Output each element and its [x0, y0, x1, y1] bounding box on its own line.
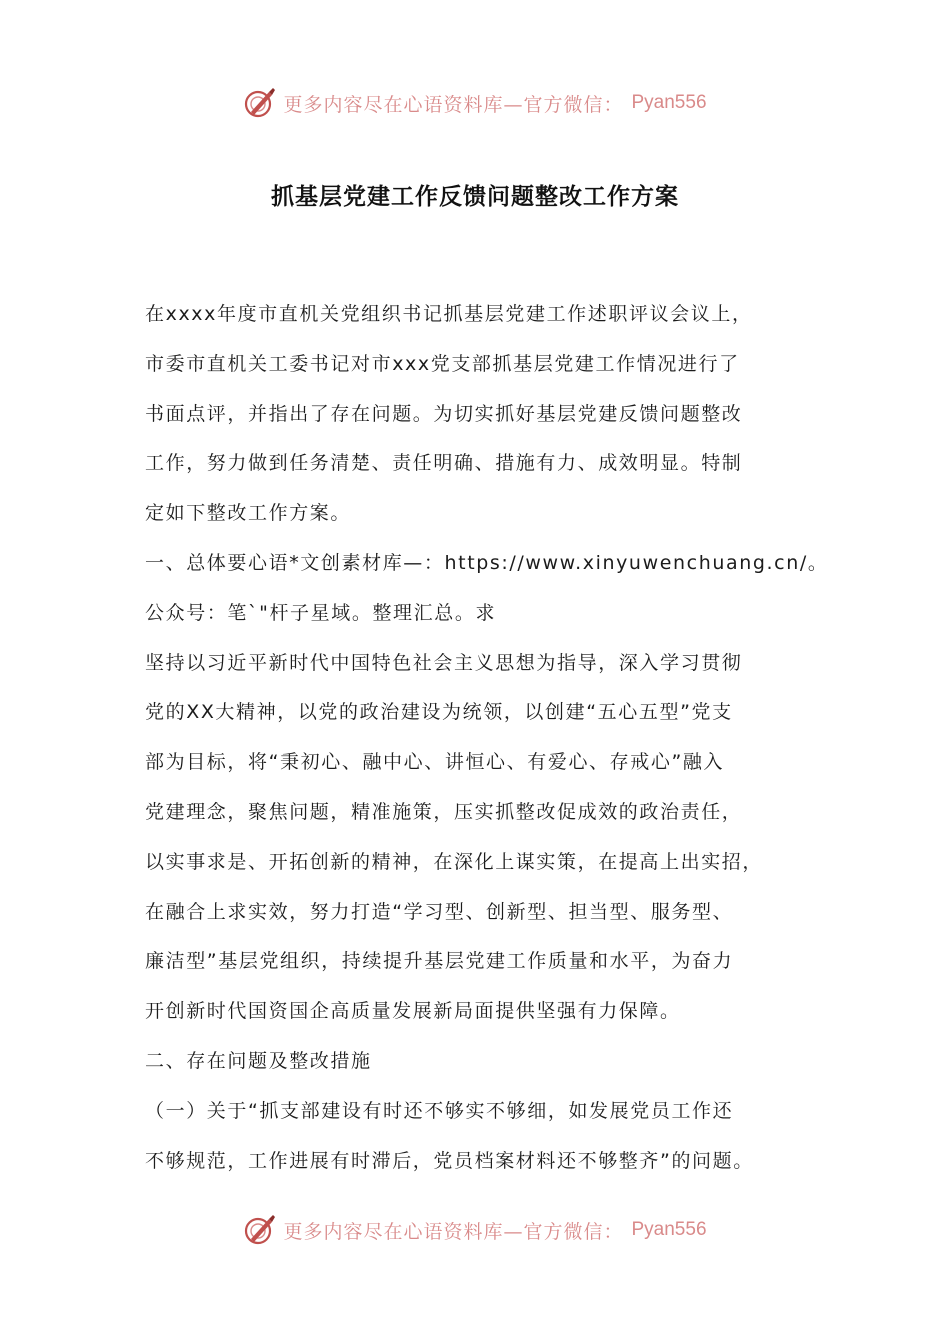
- document-body: [145, 290, 829, 1186]
- pen-logo-icon: [243, 86, 277, 120]
- body-line: 开创新时代国资国企高质量发展新局面提供坚强有力保障。: [145, 1000, 681, 1023]
- watermark-header: [0, 83, 950, 123]
- watermark-wechat-id: Pyan556: [631, 92, 707, 113]
- body-line: 部为目标，将“秉初心、融中心、讲恒心、有爱心、存戒心”融入: [145, 751, 725, 774]
- watermark-text: 更多内容尽在心语资料库—官方微信：: [283, 93, 624, 116]
- body-line: 在xxxx年度市直机关党组织书记抓基层党建工作述职评议会议上，: [145, 303, 753, 325]
- body-line: 廉洁型”基层党组织，持续提升基层党建工作质量和水平，为奋力: [145, 950, 734, 973]
- body-line: 党的XX大精神，以党的政治建设为统领，以创建“五心五型”党支: [145, 701, 733, 724]
- body-line: 工作，努力做到任务清楚、责任明确、措施有力、成效明显。特制: [145, 452, 743, 475]
- body-line: 公众号：笔`"杆子星域。整理汇总。求: [145, 601, 497, 624]
- body-line: 定如下整改工作方案。: [145, 502, 352, 525]
- watermark-text: 更多内容尽在心语资料库—官方微信：: [283, 1220, 624, 1243]
- body-line: 党建理念，聚焦问题，精准施策，压实抓整改促成效的政治责任，: [145, 800, 743, 823]
- section-heading: 二、存在问题及整改措施: [145, 1049, 372, 1072]
- body-line: 不够规范，工作进展有时滞后，党员档案材料还不够整齐”的问题。: [145, 1149, 754, 1172]
- pen-logo-icon: [243, 1213, 277, 1247]
- document-title: 抓基层党建工作反馈问题整改工作方案: [271, 184, 679, 210]
- watermark-footer: [0, 1210, 950, 1250]
- body-line: 书面点评，并指出了存在问题。为切实抓好基层党建反馈问题整改: [145, 402, 743, 425]
- watermark-wechat-id: Pyan556: [631, 1219, 707, 1240]
- body-line: 市委市直机关工委书记对市xxx党支部抓基层党建工作情况进行了: [145, 352, 740, 375]
- body-line: 以实事求是、开拓创新的精神，在深化上谋实策，在提高上出实招，: [145, 850, 764, 873]
- section-heading-line: 一、总体要心语*文创素材库—：https://www.xinyuwenchuang.cn/。: [145, 551, 829, 574]
- body-line: 坚持以习近平新时代中国特色社会主义思想为指导，深入学习贯彻: [145, 651, 743, 674]
- body-line: （一）关于“抓支部建设有时还不够实不够细，如发展党员工作还: [145, 1099, 734, 1122]
- body-line: 在融合上求实效，努力打造“学习型、创新型、担当型、服务型、: [145, 900, 734, 923]
